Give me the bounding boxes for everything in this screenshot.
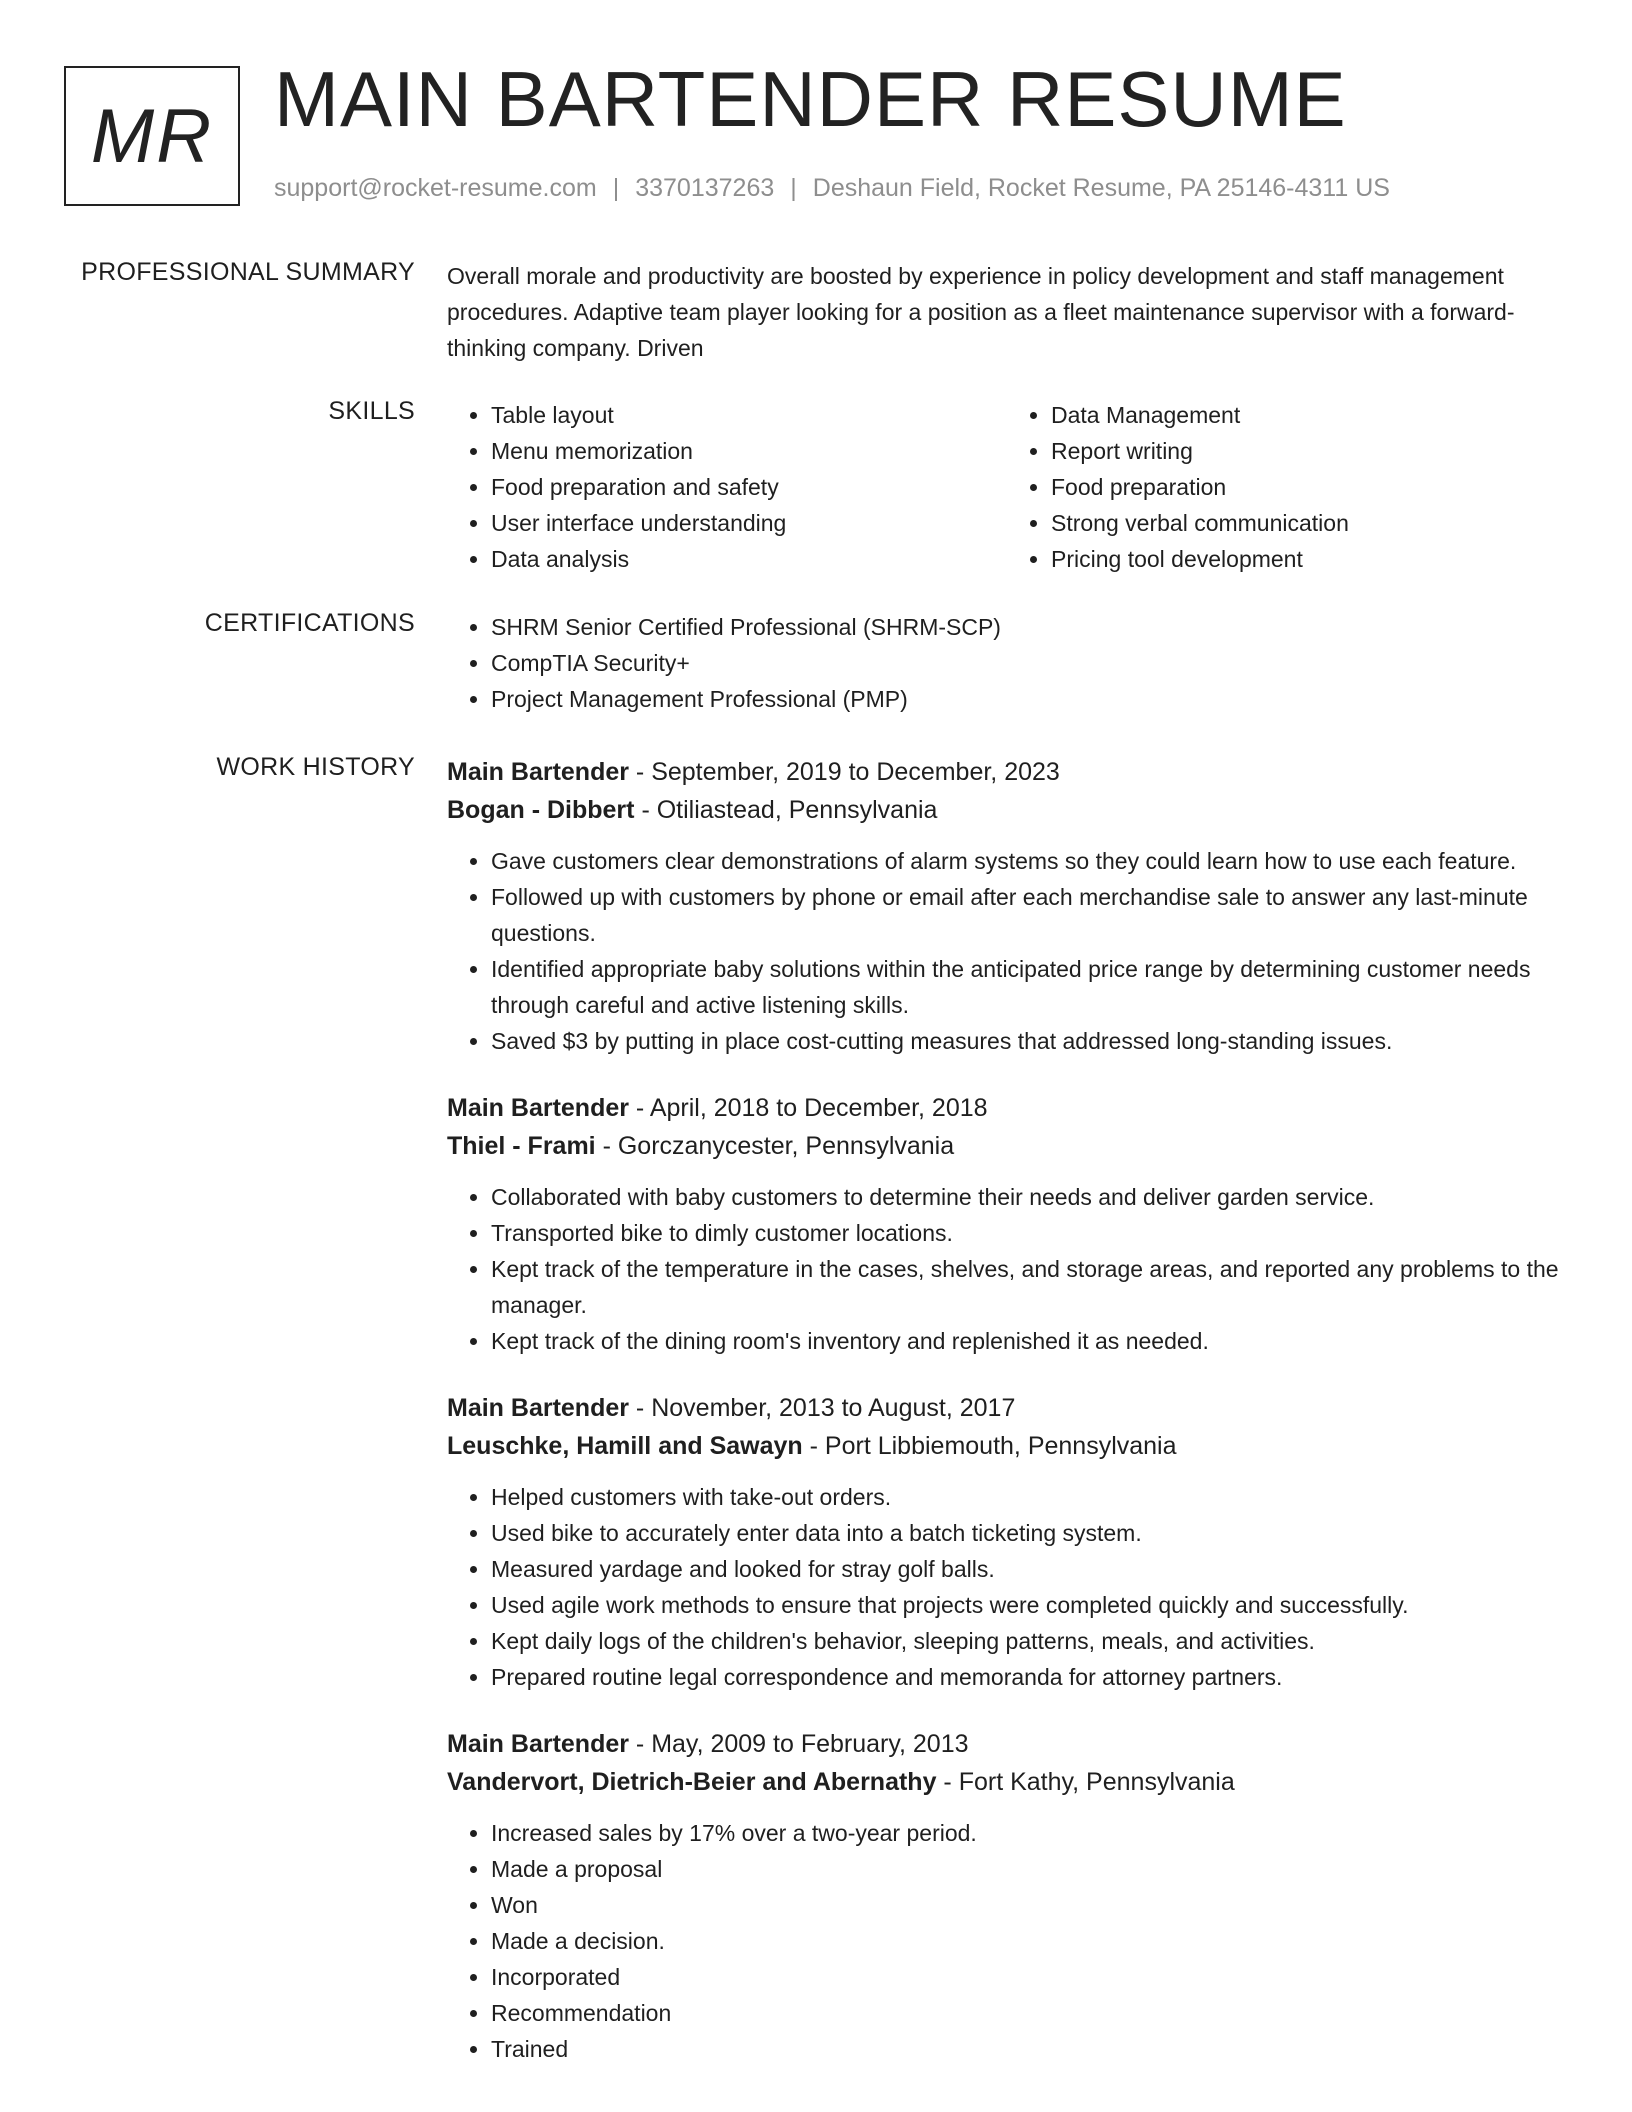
- monogram: MR: [64, 66, 240, 206]
- job-bullet: • Saved $3 by putting in place cost-cutting measures that addressed long-standing issues.: [491, 1023, 1567, 1059]
- job-entry: [447, 753, 1567, 1059]
- certification-item: • SHRM Senior Certified Professional (SHRM-SCP): [491, 609, 1567, 645]
- contact-line: [274, 174, 1390, 203]
- job-entry: [447, 1389, 1567, 1695]
- skill-item: • Strong verbal communication: [1051, 505, 1567, 541]
- job-dates: - April, 2018 to December, 2018: [628, 1094, 988, 1122]
- job-company-line: [447, 1427, 1567, 1465]
- job-company-line: [447, 791, 1567, 829]
- job-bullet: • Kept track of the dining room's inventory and replenished it as needed.: [491, 1323, 1567, 1359]
- skill-item: • Food preparation and safety: [491, 469, 1007, 505]
- job-title-line: [447, 1725, 1567, 1763]
- skill-item: • Table layout: [491, 397, 1007, 433]
- contact-address: Deshaun Field, Rocket Resume, PA 25146-4311 US: [812, 174, 1390, 202]
- job-bullet: • Prepared routine legal correspondence and memoranda for attorney partners.: [491, 1659, 1567, 1695]
- job-bullet: • Made a proposal: [491, 1851, 1567, 1887]
- job-title-line: [447, 753, 1567, 791]
- contact-email[interactable]: support@rocket-resume.com: [274, 174, 597, 202]
- job-bullet: • Made a decision.: [491, 1923, 1567, 1959]
- section-label: WORK HISTORY: [216, 753, 415, 781]
- certifications-list: [447, 609, 1567, 717]
- skill-item: • Pricing tool development: [1051, 541, 1567, 577]
- job-company: Leuschke, Hamill and Sawayn: [447, 1432, 803, 1460]
- skill-item: • Data analysis: [491, 541, 1007, 577]
- job-bullets: [447, 1179, 1567, 1359]
- job-bullet: • Measured yardage and looked for stray golf balls.: [491, 1551, 1567, 1587]
- job-bullet: • Recommendation: [491, 1995, 1567, 2031]
- section-label: CERTIFICATIONS: [204, 609, 415, 637]
- job-title-line: [447, 1089, 1567, 1127]
- job-bullet: • Trained: [491, 2031, 1567, 2067]
- job-company: Bogan - Dibbert: [447, 796, 635, 824]
- contact-separator: |: [612, 174, 620, 202]
- skill-item: • Data Management: [1051, 397, 1567, 433]
- job-bullet: • Transported bike to dimly customer locations.: [491, 1215, 1567, 1251]
- job-bullets: [447, 1815, 1567, 2067]
- job-entry: [447, 1089, 1567, 1359]
- job-company: Thiel - Frami: [447, 1132, 596, 1160]
- job-bullets: [447, 1479, 1567, 1695]
- job-title-line: [447, 1389, 1567, 1427]
- section-label: PROFESSIONAL SUMMARY: [81, 258, 415, 286]
- job-company: Vandervort, Dietrich-Beier and Abernathy: [447, 1768, 937, 1796]
- skills-list-left: [447, 397, 1007, 577]
- job-dates: - May, 2009 to February, 2013: [628, 1730, 969, 1758]
- job-title: Main Bartender: [447, 1394, 629, 1422]
- job-bullet: • Kept daily logs of the children's behavior, sleeping patterns, meals, and activities.: [491, 1623, 1567, 1659]
- job-bullets: [447, 843, 1567, 1059]
- contact-separator: |: [790, 174, 797, 202]
- contact-phone[interactable]: 3370137263: [635, 174, 775, 202]
- job-bullet: • Identified appropriate baby solutions within the anticipated price range by determining customer needs through careful and active listening skills.: [491, 951, 1567, 1023]
- job-bullet: • Incorporated: [491, 1959, 1567, 1995]
- skills-list-right: [1007, 397, 1567, 577]
- skill-item: • Food preparation: [1051, 469, 1567, 505]
- job-bullet: • Helped customers with take-out orders.: [491, 1479, 1567, 1515]
- job-dates: - September, 2019 to December, 2023: [628, 758, 1060, 786]
- job-title: Main Bartender: [447, 1730, 629, 1758]
- job-location: - Otiliastead, Pennsylvania: [634, 796, 938, 824]
- job-company-line: [447, 1127, 1567, 1165]
- job-bullet: • Kept track of the temperature in the cases, shelves, and storage areas, and reported any problems to the manager.: [491, 1251, 1567, 1323]
- summary-text: Overall morale and productivity are boosted by experience in policy development and staff management procedures. Adaptive team player looking for a position as a fleet maintenance supervisor with a forward-thinking company. Driven: [447, 263, 1515, 361]
- job-location: - Gorczanycester, Pennsylvania: [595, 1132, 955, 1160]
- job-dates: - November, 2013 to August, 2017: [628, 1394, 1016, 1422]
- certification-item: • CompTIA Security+: [491, 645, 1567, 681]
- job-location: - Fort Kathy, Pennsylvania: [936, 1768, 1235, 1796]
- job-bullet: • Used agile work methods to ensure that projects were completed quickly and successfully.: [491, 1587, 1567, 1623]
- skill-item: • Menu memorization: [491, 433, 1007, 469]
- resume-title: MAIN BARTENDER RESUME: [274, 55, 1347, 143]
- skill-item: • User interface understanding: [491, 505, 1007, 541]
- job-bullet: • Used bike to accurately enter data into a batch ticketing system.: [491, 1515, 1567, 1551]
- section-label: SKILLS: [328, 397, 415, 425]
- job-bullet: • Increased sales by 17% over a two-year period.: [491, 1815, 1567, 1851]
- certification-item: • Project Management Professional (PMP): [491, 681, 1567, 717]
- job-entry: [447, 1725, 1567, 2067]
- job-company-line: [447, 1763, 1567, 1801]
- job-title: Main Bartender: [447, 1094, 629, 1122]
- job-title: Main Bartender: [447, 758, 629, 786]
- skill-item: • Report writing: [1051, 433, 1567, 469]
- job-bullet: • Won: [491, 1887, 1567, 1923]
- job-bullet: • Collaborated with baby customers to determine their needs and deliver garden service.: [491, 1179, 1567, 1215]
- job-location: - Port Libbiemouth, Pennsylvania: [802, 1432, 1177, 1460]
- job-bullet: • Followed up with customers by phone or email after each merchandise sale to answer any last-minute questions.: [491, 879, 1567, 951]
- job-bullet: • Gave customers clear demonstrations of alarm systems so they could learn how to use each feature.: [491, 843, 1567, 879]
